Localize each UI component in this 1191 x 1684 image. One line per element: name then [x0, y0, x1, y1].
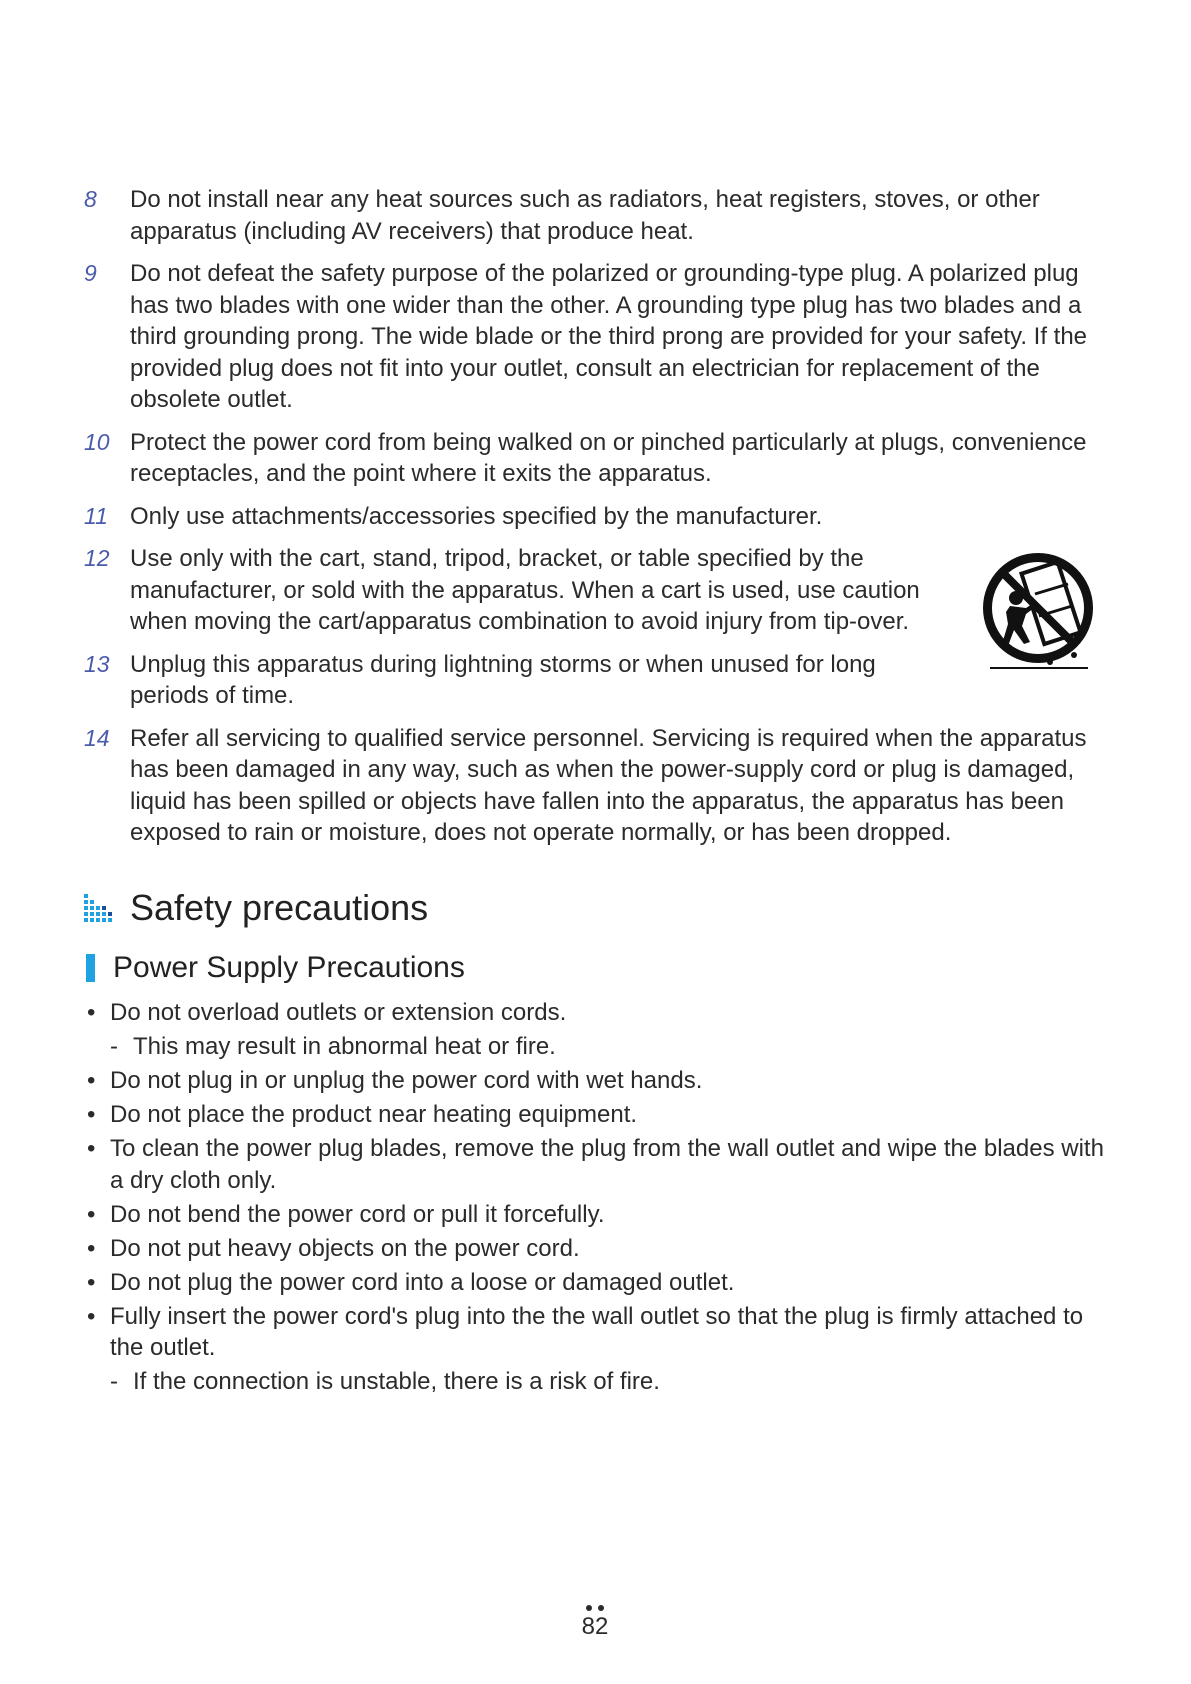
bullet-marker: •: [87, 999, 96, 1026]
list-item: [84, 184, 1114, 247]
item-text: Fully insert the power cord's plug into the the wall outlet so that the plug is firmly attached to the outlet.: [110, 1302, 1084, 1361]
bullet-marker: •: [87, 1234, 96, 1262]
item-text: If the connection is unstable, there is a risk of fire.: [133, 1368, 660, 1395]
bullet-marker: •: [87, 1200, 96, 1228]
item-text: This may result in abnormal heat or fire.: [133, 1033, 556, 1060]
item-number: 9: [84, 260, 97, 286]
list-item: [84, 723, 1114, 849]
power-supply-precautions-list: [84, 997, 1119, 1400]
item-text: Do not install near any heat sources such as radiators, heat registers, stoves, or other apparatus (including AV receivers) that produce heat.: [130, 186, 1040, 245]
safety-instructions-list: [84, 184, 1114, 860]
item-text: Do not plug in or unplug the power cord with wet hands.: [110, 1067, 703, 1094]
dash-marker: -: [110, 1033, 118, 1060]
sub-list-item: [84, 1366, 1119, 1398]
list-item: [84, 1199, 1119, 1231]
item-text: Do not defeat the safety purpose of the polarized or grounding-type plug. A polarized plug has two blades with one wider than the other. A grounding type plug has two blades and a third grounding prong. The wide blade or the third prong are provided for your safety. If the provided plug does not fit into your outlet, consult an electrician for replacement of the obsolete outlet.: [130, 260, 1088, 413]
item-number: 11: [84, 502, 108, 529]
list-item: [84, 1301, 1119, 1364]
item-text: Unplug this apparatus during lightning storms or when unused for long periods of time.: [130, 650, 876, 709]
item-text: Do not put heavy objects on the power cord.: [110, 1234, 580, 1262]
page-dots-icon: [583, 1604, 607, 1612]
item-text: Do not bend the power cord or pull it forcefully.: [110, 1200, 605, 1228]
bullet-marker: •: [87, 1067, 96, 1094]
list-item: [84, 427, 1114, 490]
list-item: [84, 1099, 1119, 1131]
item-text: Refer all servicing to qualified service personnel. Servicing is required when the apparatus has been damaged in any way, such as when the power-supply cord or plug is damaged, liquid has been spilled or objects have fallen into the apparatus, the apparatus has been exposed to rain or moisture, does not operate normally, or has been dropped.: [130, 724, 1087, 846]
dash-marker: -: [110, 1368, 118, 1395]
item-text: Protect the power cord from being walked on or pinched particularly at plugs, convenience receptacles, and the point where it exits the apparatus.: [130, 428, 1087, 487]
page-number: 82: [581, 1613, 609, 1640]
list-item: [84, 1133, 1119, 1196]
item-text: Use only with the cart, stand, tripod, bracket, or table specified by the manufacturer, or sold with the apparatus. When a cart is used, use caution when moving the cart/apparatus combination to avoid injury from tip-over.: [130, 545, 920, 635]
cart-tip-over-warning-icon: [980, 550, 1100, 672]
item-text: Do not overload outlets or extension cords.: [110, 999, 567, 1026]
item-number: 13: [84, 650, 110, 677]
list-item: [84, 258, 1114, 416]
sub-list-item: [84, 1031, 1119, 1063]
section-title: Safety precautions: [130, 887, 429, 928]
section-bars-icon: [84, 894, 116, 924]
bullet-marker: •: [87, 1101, 96, 1128]
item-number: 12: [84, 545, 110, 571]
bullet-marker: •: [87, 1135, 96, 1162]
bullet-marker: •: [87, 1268, 96, 1296]
item-text: Only use attachments/accessories specified by the manufacturer.: [130, 502, 823, 530]
bullet-marker: •: [87, 1302, 96, 1330]
list-item: [84, 997, 1119, 1029]
item-text: Do not place the product near heating equipment.: [110, 1101, 638, 1128]
list-item: [84, 501, 1114, 533]
heading-accent-bar: [86, 954, 95, 982]
item-number: 10: [84, 428, 110, 455]
item-text: To clean the power plug blades, remove the plug from the wall outlet and wipe the blades with a dry cloth only.: [110, 1135, 1104, 1194]
list-item: [84, 1065, 1119, 1097]
list-item: [84, 543, 1114, 638]
list-item: [84, 649, 1114, 712]
item-number: 14: [84, 724, 110, 751]
list-item: [84, 1233, 1119, 1265]
item-text: Do not plug the power cord into a loose or damaged outlet.: [110, 1268, 735, 1296]
subsection-title: Power Supply Precautions: [113, 951, 465, 984]
list-item: [84, 1267, 1119, 1299]
item-number: 8: [84, 186, 97, 212]
